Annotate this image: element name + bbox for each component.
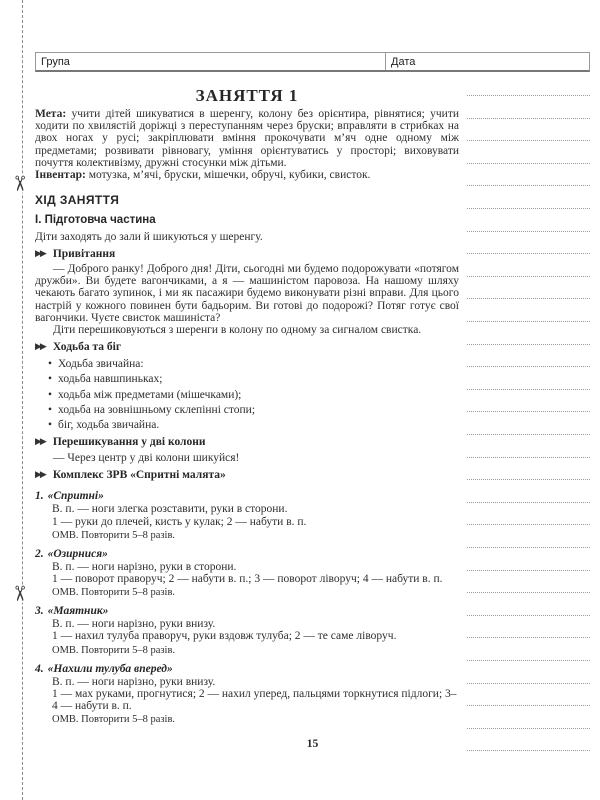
inventory-paragraph (35, 169, 459, 181)
exercise-block (35, 490, 459, 540)
reform-heading (35, 436, 459, 450)
list-item (48, 388, 459, 403)
list-item-text: ходьба між предметами (мішечками); (58, 388, 242, 401)
meta-label: Мета: (35, 108, 67, 120)
double-arrow-icon: ▶▶ (35, 437, 45, 448)
list-item (48, 357, 459, 372)
list-item (48, 372, 459, 387)
scissors-icon: ✂ (7, 584, 32, 603)
bullet-icon: • (48, 388, 53, 401)
exercise-name: «Нахили тулуба вперед» (47, 662, 173, 675)
date-field (386, 53, 589, 70)
exercise-note: ОМВ. Повторити 5–8 разів. (52, 529, 176, 541)
note-line (467, 390, 590, 413)
exercise-start-position: В. п. — ноги нарізно, руки в сторони. (52, 560, 237, 573)
walking-list (35, 357, 459, 433)
lesson-text-column (35, 72, 459, 751)
exercise-number: 2. (35, 547, 44, 560)
note-line (467, 164, 590, 187)
note-line (467, 571, 590, 594)
greeting-heading (35, 248, 459, 262)
list-item-text: Ходьба звичайна: (58, 358, 144, 371)
exercise-block (35, 663, 459, 726)
bullet-icon: • (48, 418, 53, 431)
bullet-icon: • (48, 373, 53, 386)
note-line (467, 277, 590, 300)
note-line (467, 412, 590, 435)
list-item (48, 418, 459, 433)
note-line (467, 435, 590, 458)
exercise-title (35, 605, 459, 618)
note-line (467, 525, 590, 548)
page-title: ЗАНЯТТЯ 1 (195, 86, 299, 105)
exercise-name: «Озирнися» (47, 547, 108, 560)
greeting-speech: — Доброго ранку! Доброго дня! Діти, сьогодні ми будемо подорожувати «потягом дружби». Ви будете вагончиками, а я — машиністом паровоза. На нашому шляху чекають багато зупинок, і ми як пасажири будемо виконувати різні вправи. Для цього настрій у кожного повинен бути бадьорим. Ви готові до подорожі? Потяг готує свої вагончики. Чуєте свисток машиніста? (35, 262, 459, 324)
exercise-number: 4. (35, 662, 44, 675)
double-arrow-icon: ▶▶ (35, 470, 45, 481)
note-line (467, 684, 590, 707)
group-field (36, 53, 386, 70)
note-line (467, 616, 590, 639)
part1-intro: Діти заходять до зали й шикуються у шеренгу. (35, 230, 263, 243)
group-label: Група (41, 55, 70, 68)
list-item-text: ходьба навшпиньках; (58, 373, 163, 386)
header-table (35, 52, 590, 72)
double-arrow-icon: ▶▶ (35, 248, 45, 259)
inventory-label: Інвентар: (35, 169, 86, 182)
cut-line (22, 0, 23, 800)
note-line (467, 480, 590, 503)
date-label: Дата (391, 55, 416, 68)
complex-heading-label: Комплекс ЗРВ «Спритні малята» (52, 469, 226, 482)
note-line (467, 638, 590, 661)
notes-lines (467, 72, 590, 751)
inventory-text: мотузка, м’ячі, бруски, мішечки, обручі, кубики, свисток. (85, 169, 371, 182)
exercise-start-position: В. п. — ноги нарізно, руки внизу. (52, 618, 216, 631)
exercise-title (35, 490, 459, 503)
exercise-moves: 1 — нахил тулуба праворуч, руки вздовж тулуба; 2 — те саме ліворуч. (52, 630, 397, 643)
note-line (467, 706, 590, 729)
note-line (467, 322, 590, 345)
list-item (48, 403, 459, 418)
meta-text: учити дітей шикуватися в шеренгу, колону без орієнтира, рівнятися; учити ходити по хвилястій доріжці з переступанням через бруски; вправляти в стрибках на двох ногах у русі; закріплювати вміння прокочувати м’яч одне одному між предметами; розвивати рівновагу, уміння орієнтуватись у просторі; виховувати почуття колективізму, дружні стосунки між дітьми. (35, 108, 459, 169)
page-content (35, 52, 590, 751)
note-line (467, 458, 590, 481)
exercise-block (35, 548, 459, 598)
note-line (467, 119, 590, 142)
note-line (467, 503, 590, 526)
part1-heading: I. Підготовча частина (35, 214, 156, 227)
exercise-moves: 1 — руки до плечей, кисть у кулак; 2 — набути в. п. (52, 515, 307, 528)
note-line (467, 661, 590, 684)
exercise-name: «Маятник» (47, 605, 109, 618)
double-arrow-icon: ▶▶ (35, 342, 45, 353)
note-line (467, 548, 590, 571)
greeting-heading-label: Привітання (52, 247, 116, 260)
exercise-note: ОМВ. Повторити 5–8 разів. (52, 587, 176, 599)
note-line (467, 186, 590, 209)
page-number: 15 (306, 738, 319, 750)
reform-heading-label: Перешикування у дві колони (52, 436, 206, 449)
main-area (35, 72, 590, 751)
note-line (467, 254, 590, 277)
note-line (467, 345, 590, 368)
bullet-icon: • (48, 403, 53, 416)
exercise-number: 1. (35, 490, 44, 503)
exercise-moves: 1 — мах руками, прогнутися; 2 — нахил уперед, пальцями торкнутися підлоги; 3–4 — набути в. п. (52, 687, 457, 712)
complex-heading (35, 469, 459, 483)
note-line (467, 209, 590, 232)
course-heading: ХІД ЗАНЯТТЯ (35, 193, 120, 208)
greeting-action: Діти перешиковуються з шеренги в колону по одному за сигналом свистка. (53, 323, 422, 336)
note-line (467, 367, 590, 390)
exercise-number: 3. (35, 605, 44, 618)
scissors-icon: ✂ (7, 174, 32, 193)
exercise-title (35, 548, 459, 561)
bullet-icon: • (48, 358, 53, 371)
note-line (467, 299, 590, 322)
note-line (467, 232, 590, 255)
exercise-note: ОМВ. Повторити 5–8 разів. (52, 644, 176, 656)
reform-command: — Через центр у дві колони шикуйся! (53, 452, 240, 465)
exercise-block (35, 605, 459, 655)
note-line (467, 74, 590, 97)
exercise-start-position: В. п. — ноги злегка розставити, руки в сторони. (52, 503, 288, 516)
list-item-text: ходьба на зовнішньому склепінні стопи; (58, 403, 256, 416)
note-line (467, 96, 590, 119)
note-line (467, 593, 590, 616)
meta-paragraph (35, 108, 459, 169)
exercise-name: «Спритні» (47, 490, 104, 503)
note-line (467, 141, 590, 164)
exercise-moves: 1 — поворот праворуч; 2 — набути в. п.; 3 — поворот ліворуч; 4 — набути в. п. (52, 572, 443, 585)
list-item-text: біг, ходьба звичайна. (58, 418, 160, 431)
walking-heading (35, 341, 459, 355)
exercise-start-position: В. п. — ноги нарізно, руки внизу. (52, 675, 216, 688)
exercise-title (35, 663, 459, 676)
walking-heading-label: Ходьба та біг (52, 341, 122, 354)
exercise-note: ОМВ. Повторити 5–8 разів. (52, 714, 176, 726)
